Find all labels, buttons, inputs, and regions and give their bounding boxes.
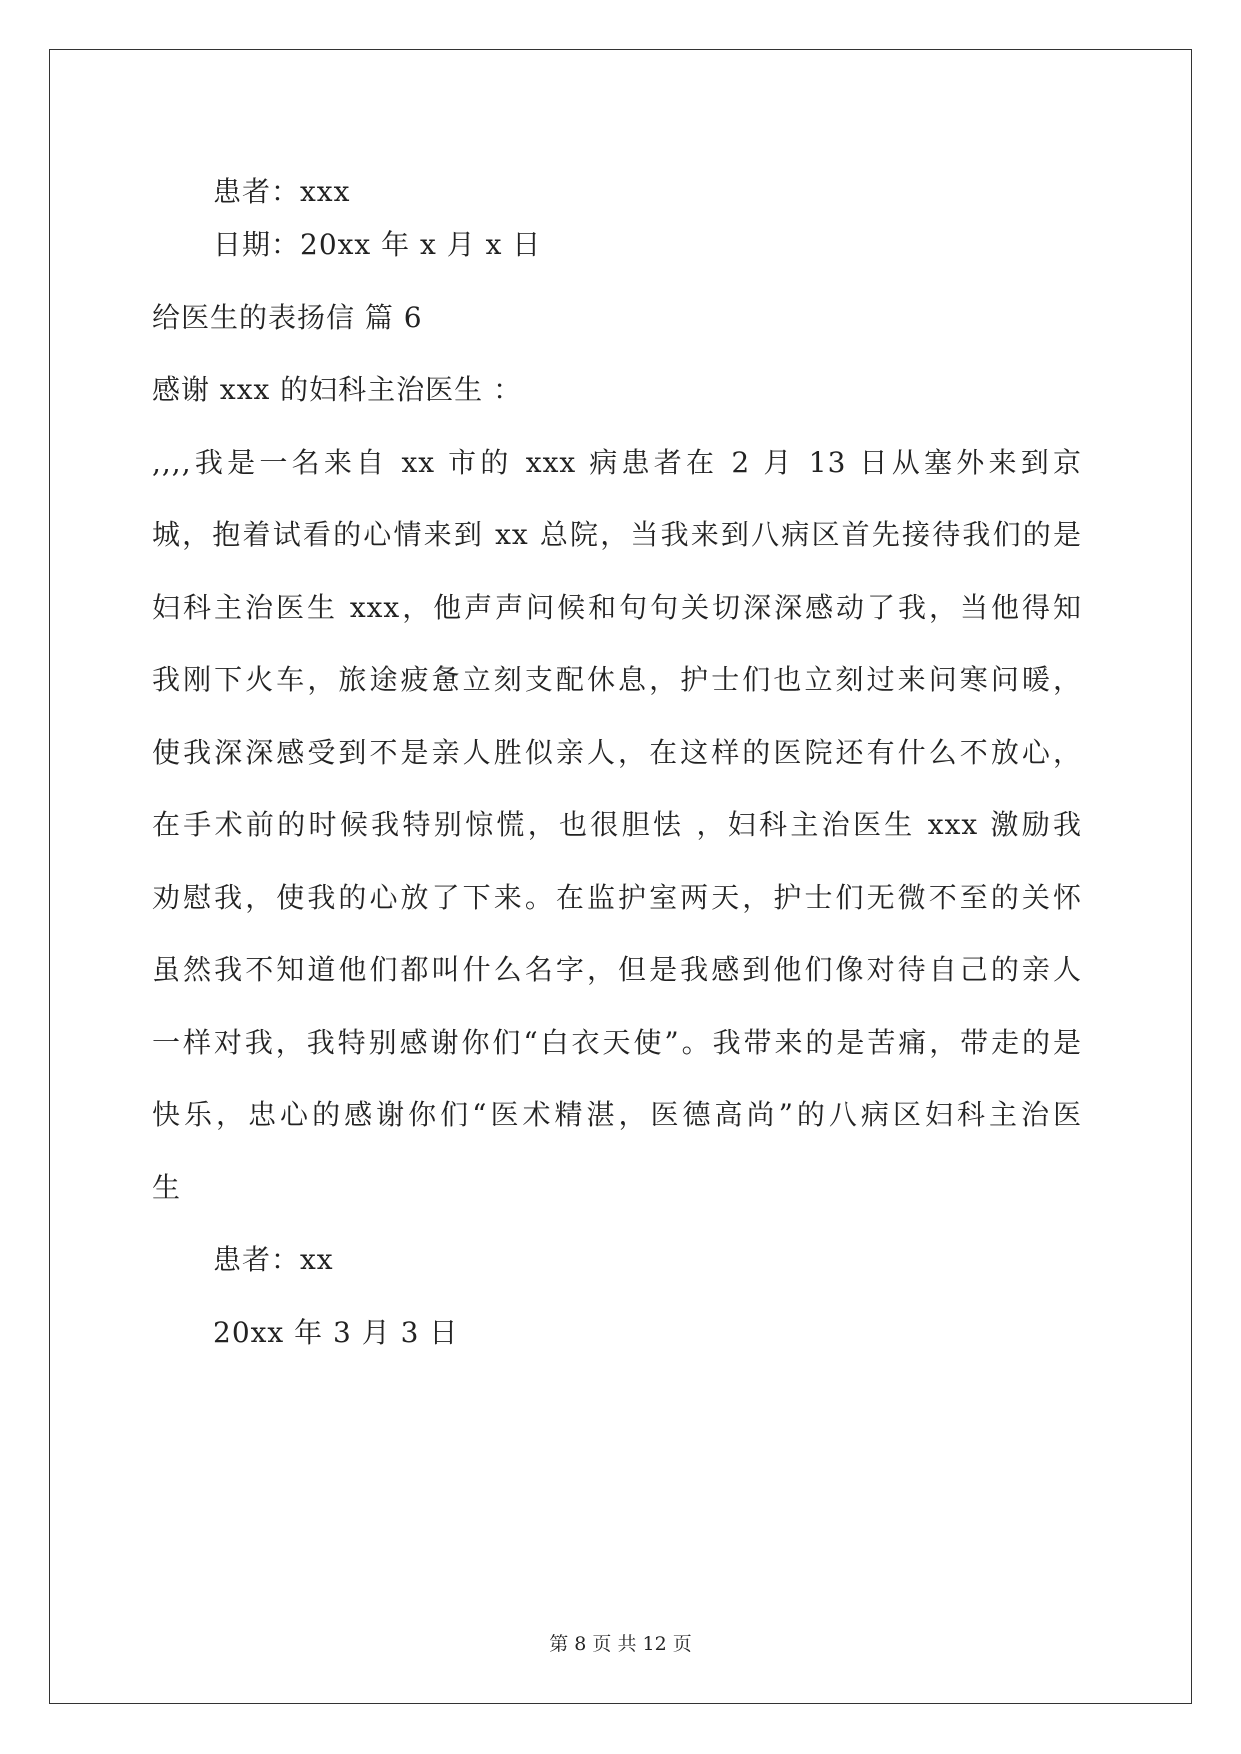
body-line: 快乐，忠心的感谢你们“医术精湛，医德高尚”的八病区妇科主治医 [152, 1098, 1082, 1131]
body-line: 劝慰我，使我的心放了下来。在监护室两天，护士们无微不至的关怀 [152, 881, 1082, 914]
section-title: 给医生的表扬信 篇 6 [152, 301, 423, 334]
body-line: 使我深深感受到不是亲人胜似亲人，在这样的医院还有什么不放心， [152, 736, 1082, 769]
patient-signature: 患者：xxx [213, 175, 351, 208]
body-line: 一样对我，我特别感谢你们“白衣天使”。我带来的是苦痛，带走的是 [152, 1026, 1082, 1059]
body-line: 我刚下火车，旅途疲惫立刻支配休息，护士们也立刻过来问寒问暖， [152, 663, 1082, 696]
closing-date: 20xx 年 3 月 3 日 [213, 1316, 459, 1349]
body-line: ,,,,我是一名来自 xx 市的 xxx 病患者在 2 月 13 日从塞外来到京 [152, 446, 1082, 479]
salutation: 感谢 xxx 的妇科主治医生 ： [152, 373, 523, 406]
closing-signature: 患者：xx [213, 1243, 334, 1276]
body-line: 虽然我不知道他们都叫什么名字，但是我感到他们像对待自己的亲人 [152, 953, 1082, 986]
body-line: 在手术前的时候我特别惊慌，也很胆怯 ，妇科主治医生 xxx 激励我 [152, 808, 1082, 841]
page-number-footer: 第 8 页 共 12 页 [549, 1633, 692, 1655]
date-line: 日期：20xx 年 x 月 x 日 [213, 228, 542, 261]
body-line: 妇科主治医生 xxx，他声声问候和句句关切深深感动了我，当他得知 [152, 591, 1082, 624]
body-line: 生 [152, 1171, 182, 1204]
body-line: 城，抱着试看的心情来到 xx 总院，当我来到八病区首先接待我们的是 [152, 518, 1082, 551]
